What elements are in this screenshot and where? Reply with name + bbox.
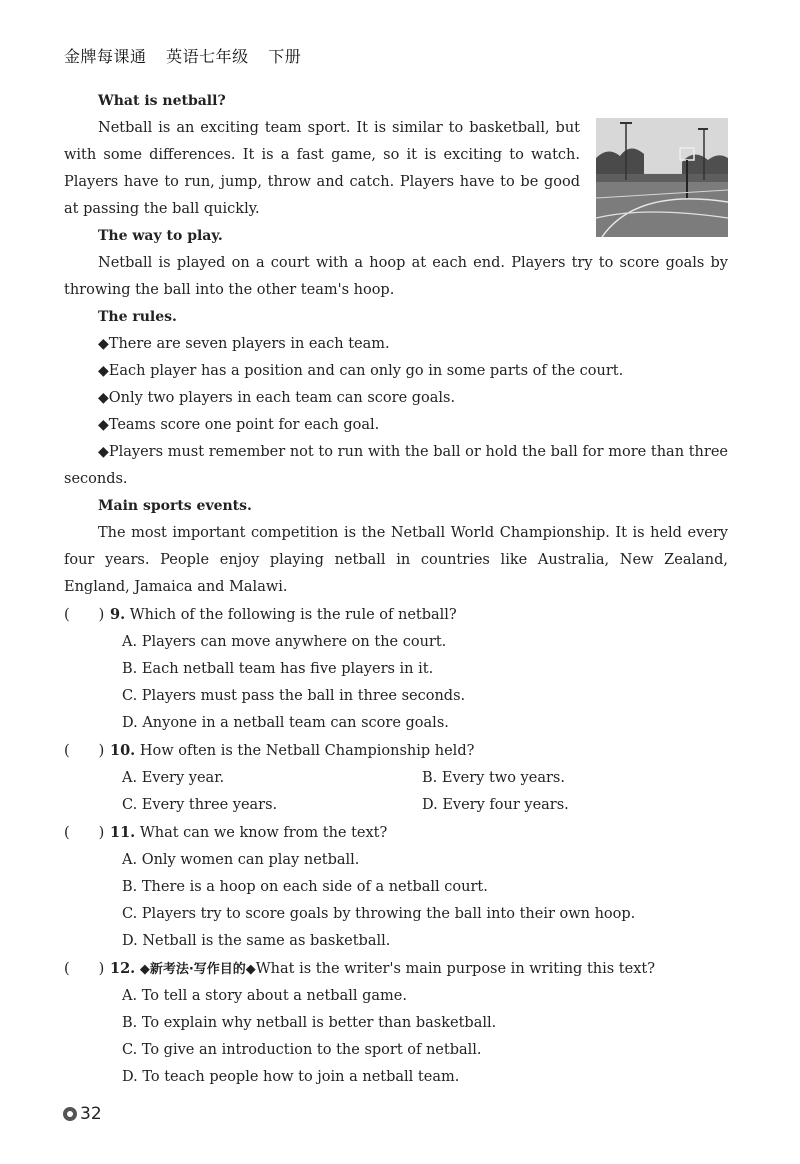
question-stem: Which of the following is the rule of netball? — [129, 607, 457, 623]
page-content — [64, 88, 728, 1091]
option-a[interactable]: A. Only women can play netball. — [122, 852, 360, 868]
option-b[interactable]: B. To explain why netball is better than basketball. — [122, 1015, 497, 1031]
answer-blank[interactable]: ( ) — [64, 607, 105, 623]
option-a[interactable]: A. Players can move anywhere on the court. — [122, 634, 447, 650]
question-11 — [64, 819, 728, 955]
option-b[interactable]: B. Every two years. — [422, 770, 565, 786]
section-text: Netball is played on a court with a hoop at each end. Players try to score goals by throwing the ball into the other team's hoop. — [64, 255, 728, 298]
diamond-bullet-icon: ◆ — [98, 363, 109, 379]
page-badge-icon — [62, 1106, 78, 1122]
answer-blank[interactable]: ( ) — [64, 743, 105, 759]
section-heading: The rules. — [98, 309, 177, 325]
page-number-text: 32 — [80, 1104, 102, 1124]
section-main-events — [64, 493, 728, 601]
question-stem: What can we know from the text? — [139, 825, 388, 841]
option-c[interactable]: C. Every three years. — [122, 797, 278, 813]
option-c[interactable]: C. Players try to score goals by throwing the ball into their own hoop. — [122, 906, 636, 922]
book-series: 金牌每课通 — [64, 47, 147, 66]
option-d[interactable]: D. Anyone in a netball team can score goals. — [122, 715, 449, 731]
option-a[interactable]: A. Every year. — [122, 770, 225, 786]
diamond-bullet-icon: ◆ — [98, 417, 109, 433]
section-text: The most important competition is the Netball World Championship. It is held every four years. People enjoy playing netball in countries like Australia, New Zealand, England, Jamaica and Malawi. — [64, 525, 728, 595]
option-list — [122, 765, 728, 819]
option-list — [122, 847, 728, 955]
question-12 — [64, 955, 728, 1091]
option-b[interactable]: B. There is a hoop on each side of a netball court. — [122, 879, 488, 895]
option-d[interactable]: D. Every four years. — [422, 797, 569, 813]
rule-item: ◆There are seven players in each team. — [98, 336, 390, 352]
section-heading: What is netball? — [98, 93, 226, 109]
page-number — [62, 1104, 102, 1124]
section-text: Netball is an exciting team sport. It is similar to basketball, but with some differences. It is a fast game, so it is exciting to watch. Players have to run, jump, throw and catch. Players have to be good at passing the ball quickly. — [64, 120, 580, 217]
section-heading: Main sports events. — [98, 498, 252, 514]
question-number: 9. — [110, 606, 126, 623]
question-10 — [64, 737, 728, 819]
question-number: 10. — [110, 742, 136, 759]
section-what-is-netball — [64, 88, 728, 223]
page-header — [64, 44, 315, 67]
diamond-bullet-icon: ◆ — [98, 336, 109, 352]
basketball-court-photo — [596, 118, 728, 237]
book-volume: 下册 — [268, 47, 302, 66]
rule-item: ◆Each player has a position and can only go in some parts of the court. — [98, 363, 624, 379]
question-number: 12. — [110, 960, 136, 977]
answer-blank[interactable]: ( ) — [64, 961, 105, 977]
rule-item: ◆Players must remember not to run with the ball or hold the ball for more than three seconds. — [64, 444, 728, 487]
option-list — [122, 983, 728, 1091]
diamond-bullet-icon: ◆ — [98, 444, 109, 460]
option-d[interactable]: D. To teach people how to join a netball team. — [122, 1069, 460, 1085]
question-9 — [64, 601, 728, 737]
question-type-tag: ◆新考法·写作目的◆ — [139, 962, 256, 977]
option-d[interactable]: D. Netball is the same as basketball. — [122, 933, 391, 949]
option-c[interactable]: C. Players must pass the ball in three seconds. — [122, 688, 466, 704]
section-rules — [64, 304, 728, 493]
section-heading: The way to play. — [98, 228, 223, 244]
question-number: 11. — [110, 824, 136, 841]
option-list — [122, 629, 728, 737]
rule-item: ◆Teams score one point for each goal. — [98, 417, 380, 433]
book-subject: 英语七年级 — [166, 47, 249, 66]
option-a[interactable]: A. To tell a story about a netball game. — [122, 988, 407, 1004]
option-c[interactable]: C. To give an introduction to the sport of netball. — [122, 1042, 482, 1058]
option-b[interactable]: B. Each netball team has five players in it. — [122, 661, 434, 677]
question-stem: What is the writer's main purpose in writing this text? — [255, 961, 655, 977]
diamond-bullet-icon: ◆ — [98, 390, 109, 406]
rule-item: ◆Only two players in each team can score goals. — [98, 390, 456, 406]
question-stem: How often is the Netball Championship held? — [139, 743, 475, 759]
answer-blank[interactable]: ( ) — [64, 825, 105, 841]
